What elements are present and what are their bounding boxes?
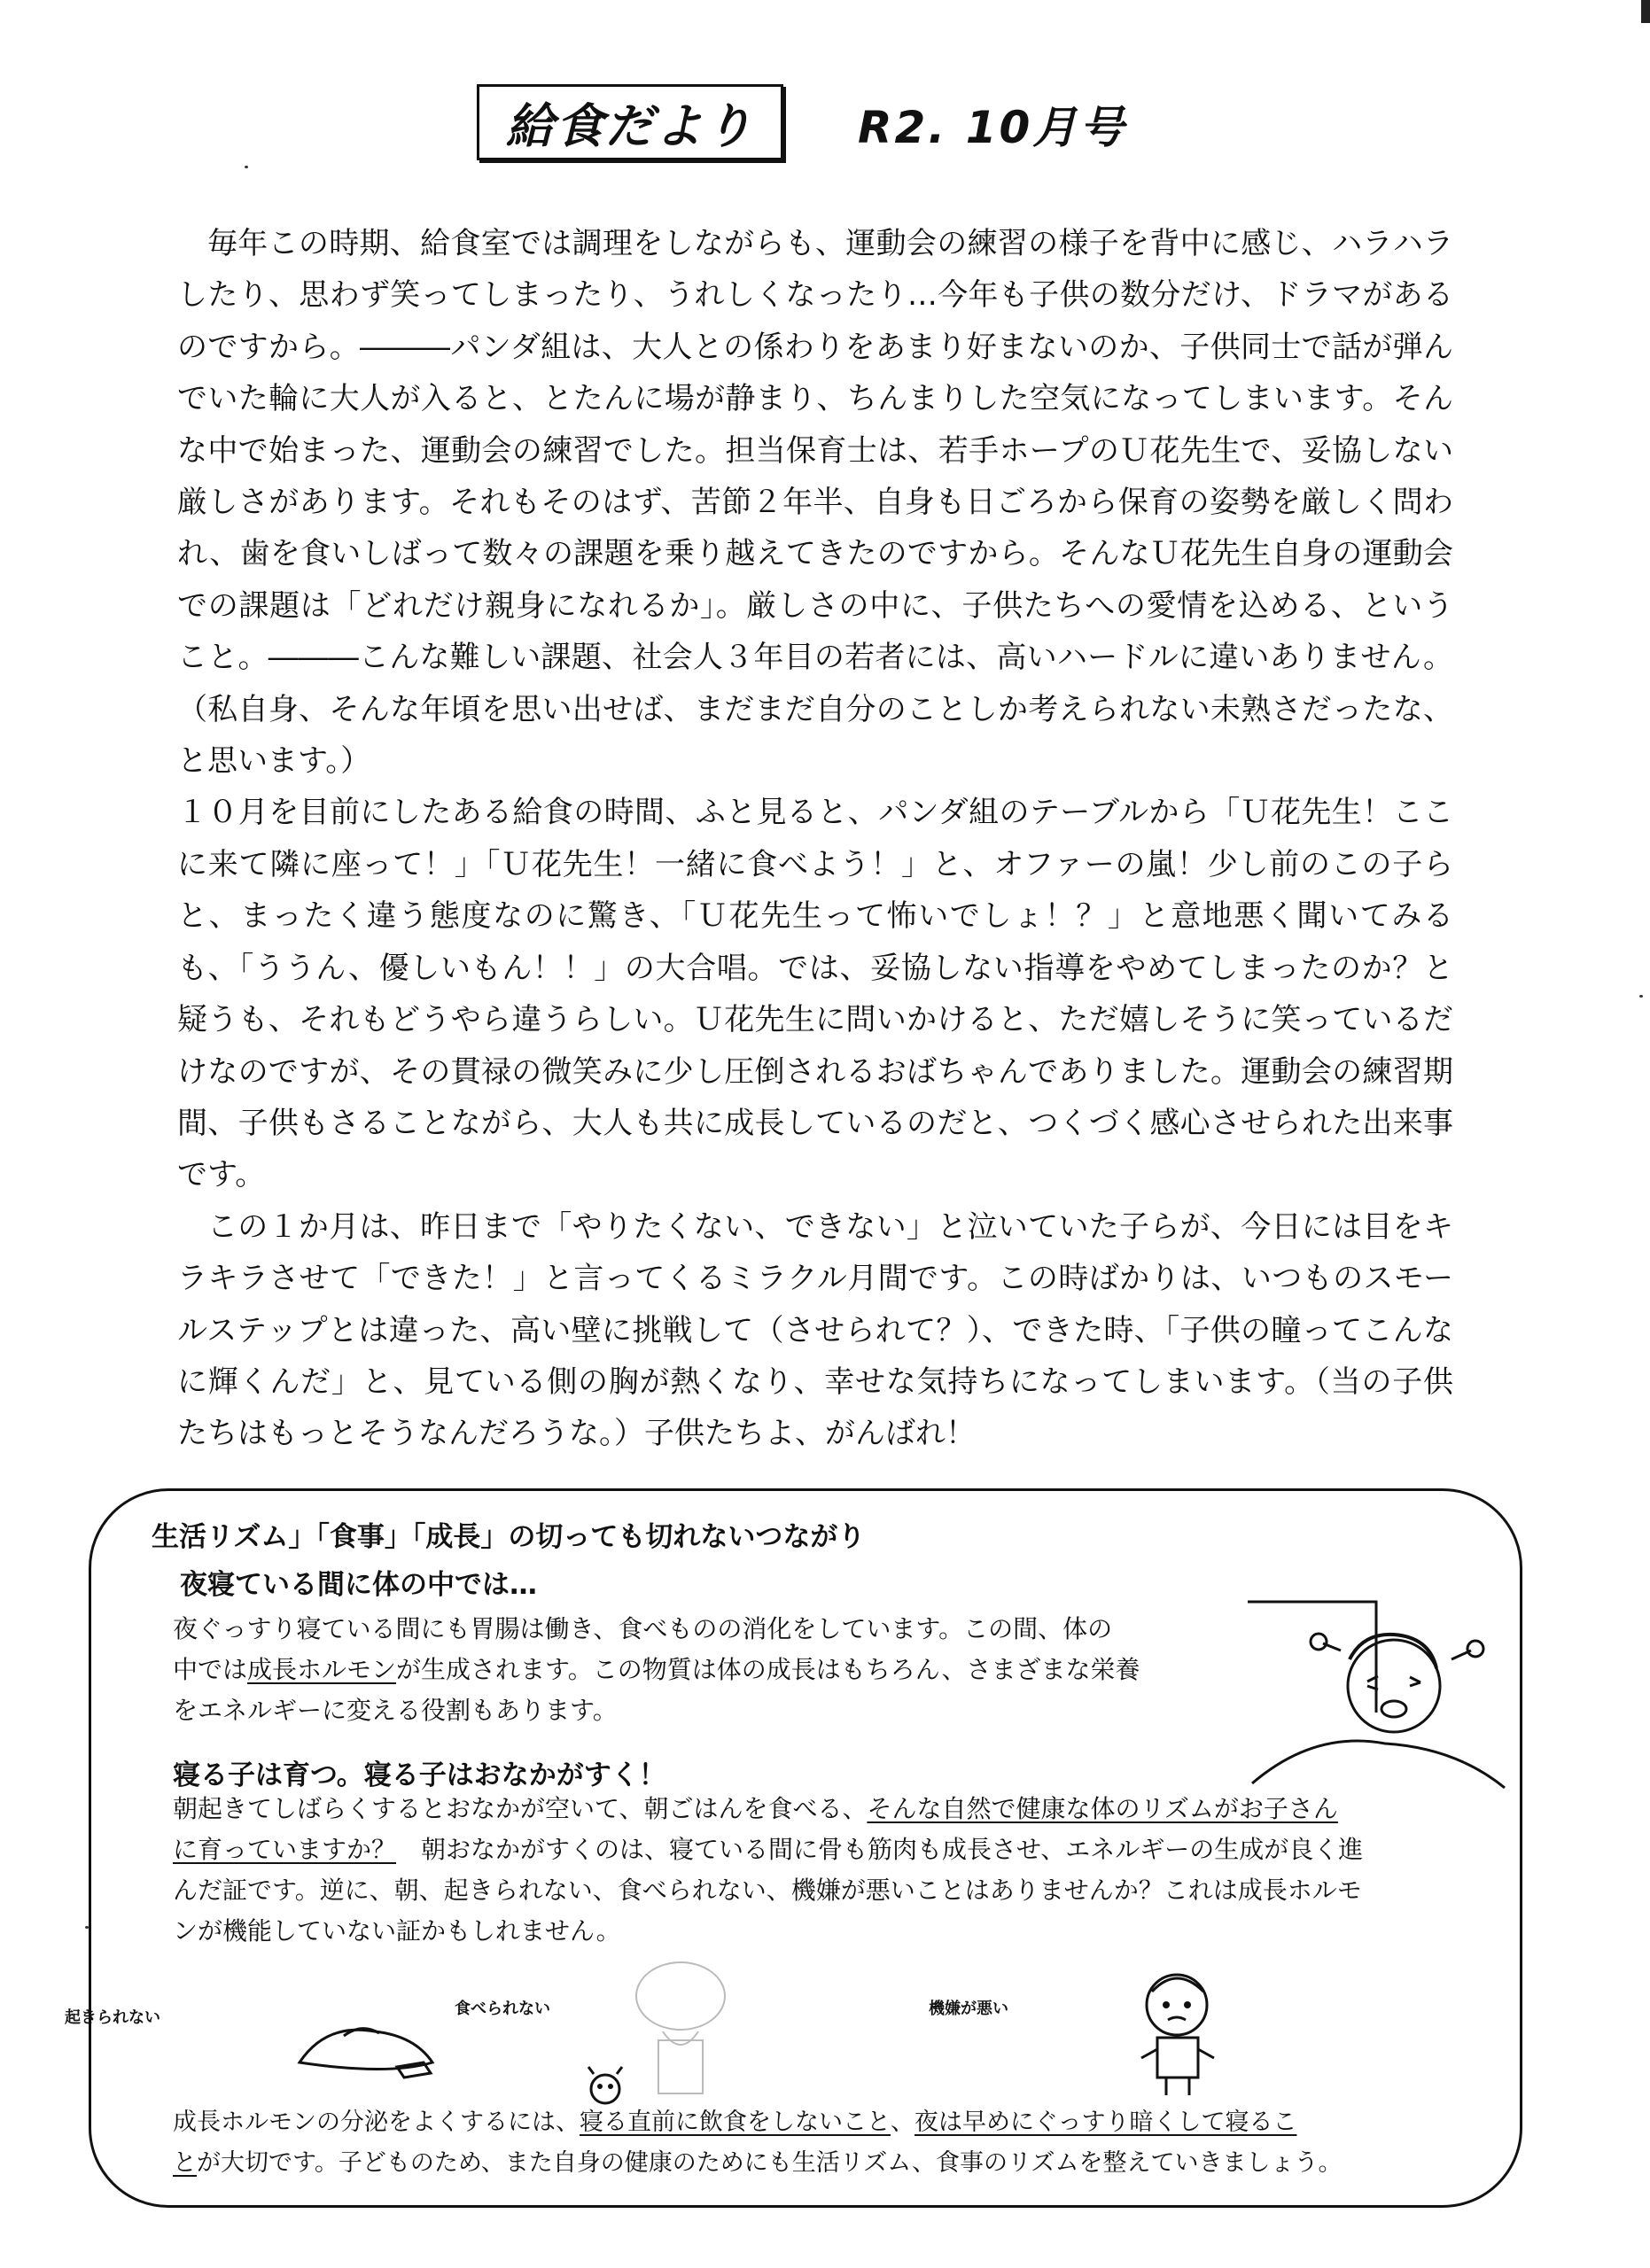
growth-hormone-term: 成長ホルモン [247,1655,397,1684]
figure-label-bad-mood: 機嫌が悪い [929,2000,1008,2018]
newsletter-title: 給食だより [477,84,783,160]
section-2-text: 朝起きてしばらくするとおなかが空いて、朝ごはんを食べる、そんな自然で健康な体のリズムがお子さん に育っていますか？ 朝おなかがすくのは、寝ている間に骨も筋肉も成長させ、エネルギーの生成が良く進 んだ証です。逆に、朝、起きられない、食べられない、機嫌が悪いことはありませんか？これは成長ホルモ ンが機能していない証かもしれません。 [173,1794,1364,1946]
child-not-eating-illustration [583,1952,760,2120]
figure-label-cant-eat: 食べられない [455,2000,550,2018]
section-1-title: 夜寝ている間に体の中では… [180,1569,537,1601]
box-heading: 生活リズム」「食事」「成長」の切っても切れないつながり [152,1521,866,1553]
health-info-box [65,1488,1522,2208]
child-under-blanket-illustration [291,2014,441,2085]
essay-paragraph-2: １０月を目前にしたある給食の時間、ふと見ると、パンダ組のテーブルから「Ｕ花先生！ここに来て隣に座って！」「Ｕ花先生！一緒に食べよう！」と、オファーの嵐！少し前のこの子らと、まったく違う態度なのに驚き、「Ｕ花先生って怖いでしょ！？」と意地悪く聞いてみるも、「ううん、優しいもん！！」の大合唱。では、妥協しない指導をやめてしまったのか？と疑うも、それもどうやら違うらしい。Ｕ花先生に問いかけると、ただ嬉しそうに笑っているだけなのですが、その貫禄の微笑みに少し圧倒されるおばちゃんでありました。運動会の練習期間、子供もさることながら、大人も共に成長しているのだと、つくづく感心させられた出来事です。 [177,795,1453,1193]
grumpy-child-illustration [1132,1965,1230,2107]
scan-speck [1639,995,1643,998]
closing-text: 成長ホルモンの分泌をよくするには、寝る直前に飲食をしないこと、夜は早めにぐっすり暗くして寝るこ とが大切です。子どものため、また自身の健康のためにも生活リズム、食事のリズムを整えていきましょう。 [173,2109,1343,2177]
essay-paragraph-1: 毎年この時期、給食室では調理をしながらも、運動会の練習の様子を背中に感じ、ハラハラしたり、思わず笑ってしまったり、うれしくなったり…今年も子供の数分だけ、ドラマがあるのですから。―――パンダ組は、大人との係わりをあまり好まないのか、子供同士で話が弾んでいた輪に大人が入ると、とたんに場が静まり、ちんまりした空気になってしまいます。そんな中で始まった、運動会の練習でした。担当保育士は、若手ホープのＵ花先生で、妥協しない厳しさがあります。それもそのはず、苦節２年半、自身も日ごろから保育の姿勢を厳しく問われ、歯を食いしばって数々の課題を乗り越えてきたのですから。そんなＵ花先生自身の運動会での課題は「どれだけ親身になれるか」。厳しさの中に、子供たちへの愛情を込める、ということ。―――こんな難しい課題、社会人３年目の若者には、高いハードルに違いありません。（私自身、そんな年頃を思い出せば、まだまだ自分のことしか考えられない未熟さだったな、と思います。） [177,226,1453,780]
sleeping-child-illustration [1243,1597,1509,1801]
essay-paragraph-3: この１か月は、昨日まで「やりたくない、できない」と泣いていた子らが、今日には目をキラキラさせて「できた！」と言ってくるミラクル月間です。この時ばかりは、いつものスモールステップとは違った、高い壁に挑戦して（させられて？）、できた時、「子供の瞳ってこんなに輝くんだ」と、見ている側の胸が熱くなり、幸せな気持ちになってしまいます。（当の子供たちはもっとそうなんだろうな。）子供たちよ、がんばれ！ [177,1208,1453,1452]
newsletter-header [0,0,1650,177]
essay [177,218,1453,1460]
figure-label-cant-wake: 起きられない [65,2008,160,2027]
section-1-text: 夜ぐっすり寝ている間にも胃腸は働き、食べものの消化をしています。この間、体の 中では成長ホルモンが生成されます。この物質は体の成長はもちろん、さまざまな栄養 をエネルギーに変える役割もあります。 [173,1614,1140,1725]
section-2-title: 寝る子は育つ。寝る子はおなかがすく！ [173,1759,666,1791]
issue-label: R2. 10月号 [858,102,1127,153]
